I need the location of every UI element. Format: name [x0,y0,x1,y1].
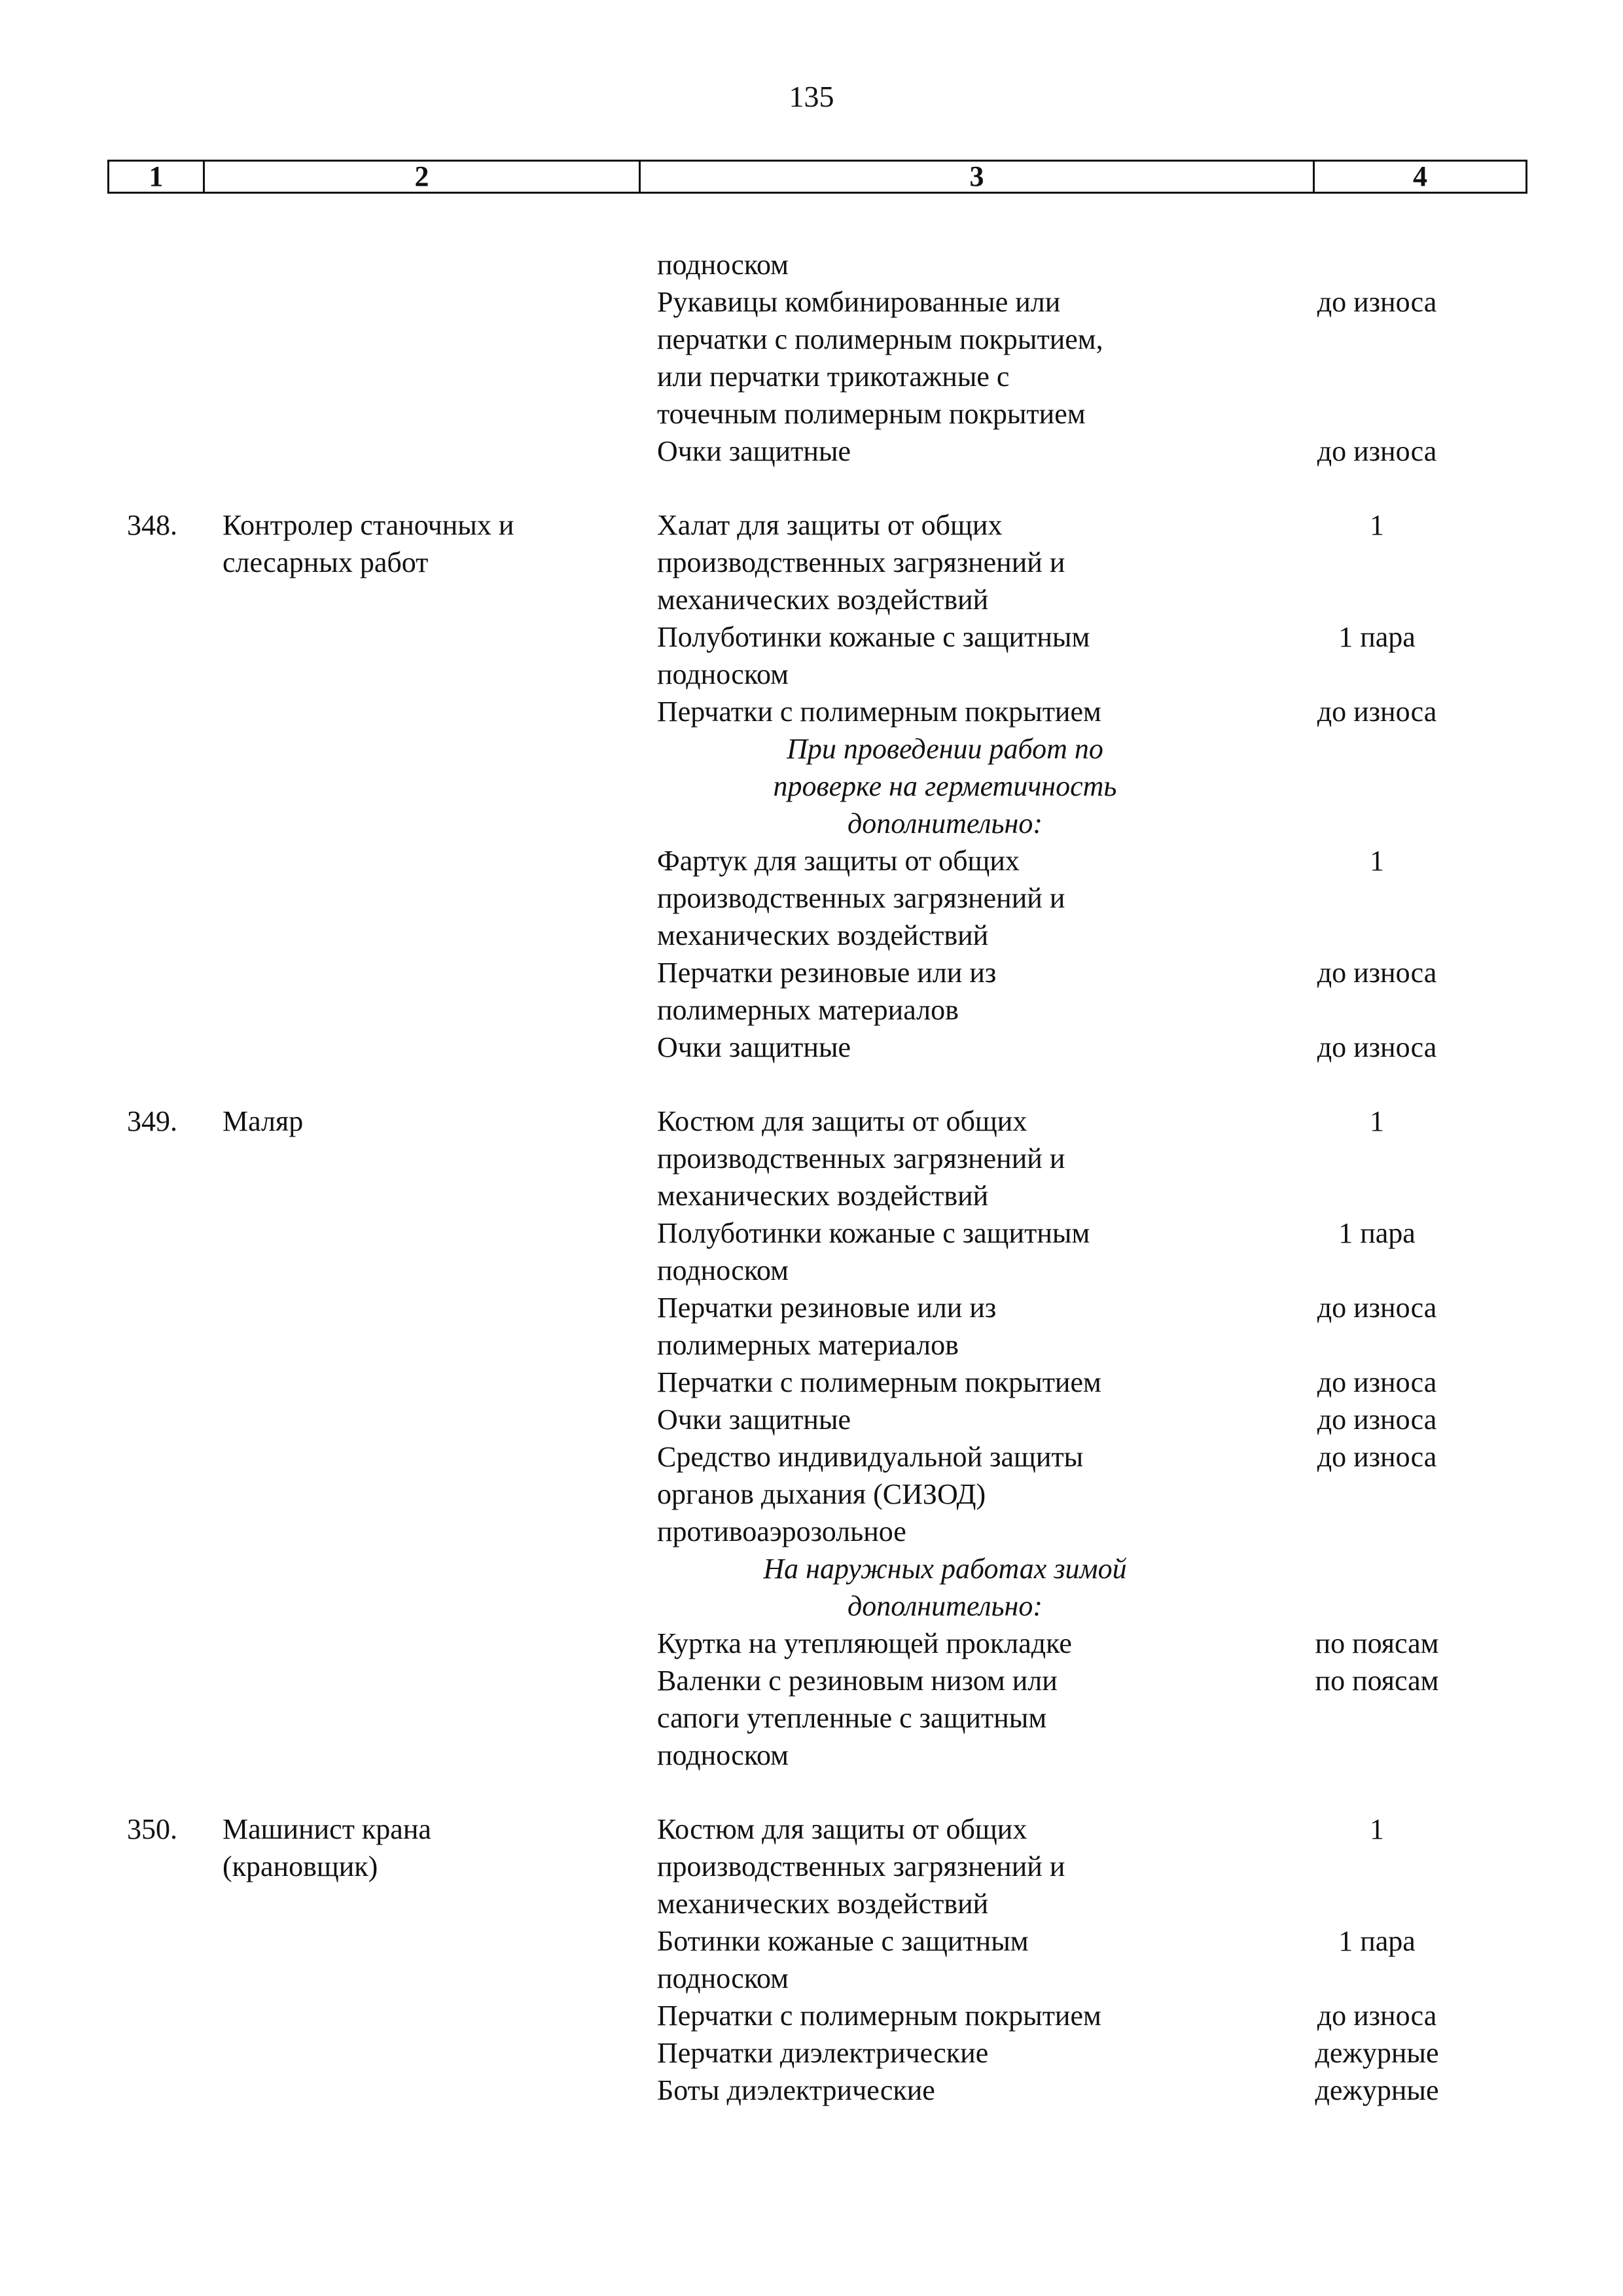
equipment-row [657,1103,1534,1214]
equipment-item-line: Костюм для защиты от общих [657,1105,1027,1137]
equipment-item-line: сапоги утепленные с защитным [657,1702,1047,1734]
equipment-item [657,246,1233,283]
equipment-row [657,1625,1534,1662]
issue-norm: до износа [1317,957,1437,989]
equipment-item-line: Рукавицы комбинированные или [657,286,1061,318]
issue-norm: по поясам [1315,1627,1439,1659]
equipment-item [657,1029,1233,1066]
issue-norm: до износа [1317,1031,1437,1063]
equipment-item [657,1997,1233,2034]
equipment-item-line: Халат для защиты от общих [657,509,1003,541]
issue-norm: 1 [1370,1813,1384,1845]
equipment-item-line: Очки защитные [657,1031,851,1063]
entry-number: 348. [127,509,177,541]
equipment-item-line: производственных загрязнений и [657,1850,1065,1882]
equipment-row [657,2034,1534,2072]
issue-norm: по поясам [1315,1665,1439,1697]
issue-norm: до износа [1317,2000,1437,2032]
equipment-list [657,1810,1534,2109]
issue-norm: 1 пара [1338,621,1416,653]
equipment-item-line: Ботинки кожаные с защитным [657,1925,1029,1957]
equipment-row [657,246,1534,283]
equipment-item [657,1364,1233,1401]
equipment-item-line: Полуботинки кожаные с защитным [657,621,1090,653]
column-header-4: 4 [1413,160,1427,192]
equipment-item-line: механических воздействий [657,584,989,616]
equipment-item-line: или перчатки трикотажные с [657,361,1010,393]
issue-norm: до износа [1317,286,1437,318]
equipment-item-line: Фартук для защиты от общих [657,845,1020,877]
equipment-item-line: подноском [657,1739,789,1771]
profession-name-line: (крановщик) [223,1850,378,1882]
condition-note-line: проверке на герметичность [773,770,1117,802]
equipment-item-line: Валенки с резиновым низом или [657,1665,1058,1697]
equipment-item [657,954,1233,1029]
equipment-item [657,693,1233,730]
issue-norm: до износа [1317,696,1437,728]
equipment-item-line: Куртка на утепляющей прокладке [657,1627,1072,1659]
issue-norm: 1 пара [1338,1217,1416,1249]
equipment-item [657,618,1233,693]
equipment-item-line: Перчатки резиновые или из [657,957,997,989]
profession-name [223,1810,641,1885]
equipment-item-line: Полуботинки кожаные с защитным [657,1217,1090,1249]
issue-norm: 1 [1370,1105,1384,1137]
equipment-item-line: подноском [657,249,789,281]
equipment-item [657,842,1233,954]
equipment-item-line: механических воздействий [657,919,989,951]
equipment-item-line: Очки защитные [657,435,851,467]
equipment-item-line: Перчатки с полимерным покрытием [657,1366,1101,1398]
equipment-item [657,1922,1233,1997]
table-entry [0,246,1623,470]
equipment-item [657,1662,1233,1774]
equipment-row [657,1810,1534,1922]
equipment-item-line: подноском [657,1962,789,1994]
condition-note-line: дополнительно: [847,807,1043,839]
equipment-row [657,433,1534,470]
equipment-item-line: органов дыхания (СИЗОД) [657,1478,986,1510]
profession-name-line: Контролер станочных и [223,509,514,541]
entry-number: 350. [127,1813,177,1845]
equipment-item [657,506,1233,618]
condition-note-line: На наружных работах зимой [763,1553,1127,1585]
equipment-row [657,2072,1534,2109]
equipment-item [657,1103,1233,1214]
equipment-list [657,1103,1534,1774]
column-header-1: 1 [109,162,205,192]
equipment-item [657,433,1233,470]
equipment-item [657,1214,1233,1289]
issue-norm: до износа [1317,1441,1437,1473]
equipment-list [657,506,1534,1066]
table-body [0,246,1623,2109]
column-header-row [107,160,1527,194]
equipment-item-line: подноском [657,658,789,690]
equipment-item-line: противоаэрозольное [657,1515,906,1547]
equipment-item [657,283,1233,433]
equipment-item [657,1810,1233,1922]
issue-norm: дежурные [1315,2037,1439,2069]
equipment-item-line: Перчатки с полимерным покрытием [657,696,1101,728]
table-entry [0,1810,1623,2109]
equipment-row [657,283,1534,433]
equipment-item [657,1438,1233,1550]
issue-norm: до износа [1317,1366,1437,1398]
equipment-item-line: механических воздействий [657,1888,989,1920]
equipment-row [657,1997,1534,2034]
equipment-item-line: подноском [657,1254,789,1286]
equipment-item [657,1401,1233,1438]
equipment-row [657,1662,1534,1774]
profession-name [223,506,641,581]
equipment-item-line: Очки защитные [657,1404,851,1436]
equipment-item [657,2072,1233,2109]
page-number: 135 [789,80,834,113]
condition-note [657,1550,1233,1625]
profession-name-line: Маляр [223,1105,304,1137]
equipment-row [657,693,1534,730]
equipment-item-line: Боты диэлектрические [657,2074,935,2106]
entry-number: 349. [127,1105,177,1137]
issue-norm: до износа [1317,1292,1437,1324]
equipment-row [657,954,1534,1029]
equipment-row [657,506,1534,618]
column-header-2: 2 [205,162,641,192]
equipment-item-line: производственных загрязнений и [657,882,1065,914]
condition-note [657,730,1233,842]
issue-norm: 1 пара [1338,1925,1416,1957]
issue-norm: 1 [1370,845,1384,877]
equipment-row [657,1401,1534,1438]
equipment-list [657,246,1534,470]
equipment-item-line: полимерных материалов [657,1329,959,1361]
equipment-item-line: Перчатки резиновые или из [657,1292,997,1324]
table-entry [0,506,1623,1066]
issue-norm: 1 [1370,509,1384,541]
equipment-row [657,1289,1534,1364]
table-entry [0,1103,1623,1774]
equipment-row [657,1029,1534,1066]
equipment-item-line: Перчатки с полимерным покрытием [657,2000,1101,2032]
equipment-item [657,1289,1233,1364]
condition-note-line: При проведении работ по [787,733,1103,765]
equipment-item [657,1625,1233,1662]
issue-norm: до износа [1317,1404,1437,1436]
condition-note-line: дополнительно: [847,1590,1043,1622]
profession-name [223,1103,641,1140]
equipment-row [657,1214,1534,1289]
equipment-item-line: Средство индивидуальной защиты [657,1441,1084,1473]
equipment-item-line: Костюм для защиты от общих [657,1813,1027,1845]
issue-norm: дежурные [1315,2074,1439,2106]
equipment-item-line: полимерных материалов [657,994,959,1026]
profession-name-line: Машинист крана [223,1813,431,1845]
equipment-item [657,2034,1233,2072]
equipment-item-line: производственных загрязнений и [657,1142,1065,1174]
equipment-item-line: перчатки с полимерным покрытием, [657,323,1103,355]
equipment-row [657,1922,1534,1997]
issue-norm: до износа [1317,435,1437,467]
equipment-row [657,1438,1534,1550]
equipment-item-line: производственных загрязнений и [657,546,1065,578]
equipment-row [657,1364,1534,1401]
equipment-item-line: точечным полимерным покрытием [657,398,1086,430]
profession-name-line: слесарных работ [223,546,429,578]
column-header-3: 3 [641,162,1315,192]
equipment-item-line: Перчатки диэлектрические [657,2037,989,2069]
equipment-row [657,618,1534,693]
equipment-item-line: механических воздействий [657,1180,989,1212]
equipment-row [657,842,1534,954]
